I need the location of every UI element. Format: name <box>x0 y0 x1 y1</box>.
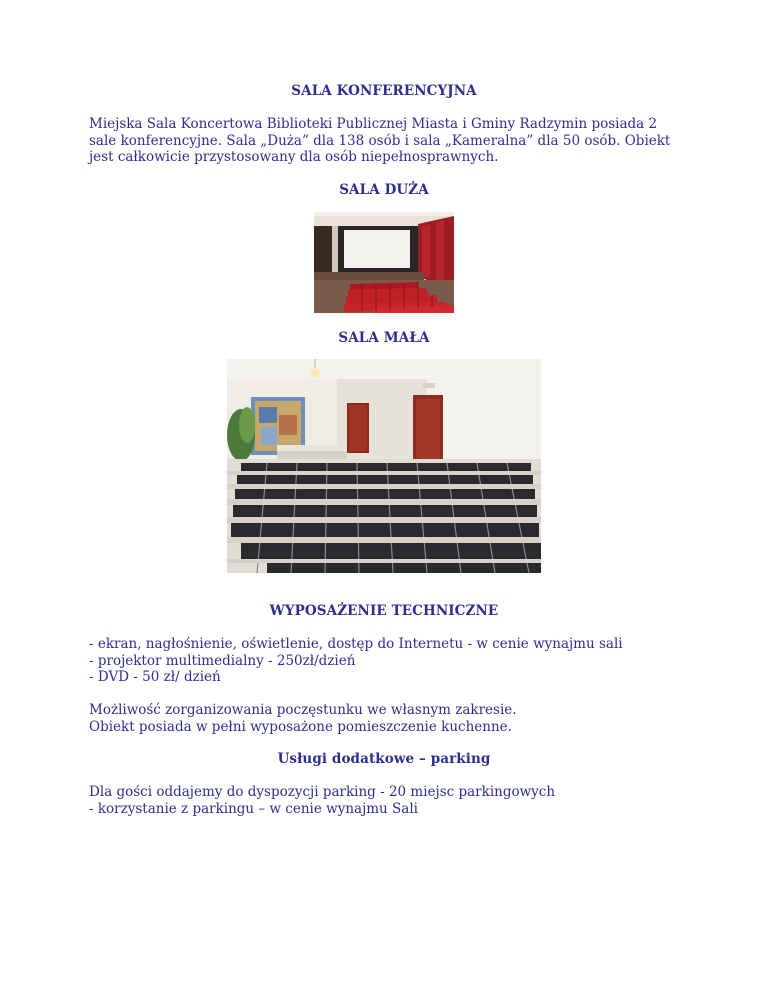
intro-line: jest całkowicie przystosowany dla osób niepełnosprawnych. <box>89 149 499 165</box>
sala-duza-photo <box>314 212 454 313</box>
sala-mala-heading: SALA MAŁA <box>338 330 430 346</box>
parking-line: - korzystanie z parkingu – w cenie wynajmu Sali <box>89 800 418 817</box>
equipment-item: - DVD - 50 zł/ dzień <box>89 669 221 685</box>
equipment-list <box>89 636 689 686</box>
page-title: SALA KONFERENCYJNA <box>291 83 477 99</box>
parking-line: Dla gości oddajemy do dyspozycji parking - 20 miejsc parkingowych <box>89 784 556 800</box>
catering-line: Możliwość zorganizowania poczęstunku we własnym zakresie. <box>89 702 517 718</box>
sala-mala-photo <box>227 359 541 573</box>
parking-paragraph <box>89 784 689 817</box>
equipment-heading: WYPOSAŻENIE TECHNICZNE <box>269 603 499 619</box>
catering-paragraph <box>89 702 689 735</box>
parking-heading: Usługi dodatkowe – parking <box>277 751 491 767</box>
equipment-item: - ekran, nagłośnienie, oświetlenie, dostęp do Internetu - w cenie wynajmu sali <box>89 636 623 652</box>
intro-line: sale konferencyjne. Sala „Duża” dla 138 osób i sala „Kameralna” dla 50 osób. Obiekt <box>89 132 671 149</box>
equipment-item: - projektor multimedialny - 250zł/dzień <box>89 652 356 669</box>
catering-line: Obiekt posiada w pełni wyposażone pomieszczenie kuchenne. <box>89 718 512 735</box>
intro-line: Miejska Sala Koncertowa Biblioteki Publicznej Miasta i Gminy Radzymin posiada 2 <box>89 116 658 132</box>
sala-duza-heading: SALA DUŻA <box>339 182 429 198</box>
intro-paragraph <box>89 116 689 166</box>
